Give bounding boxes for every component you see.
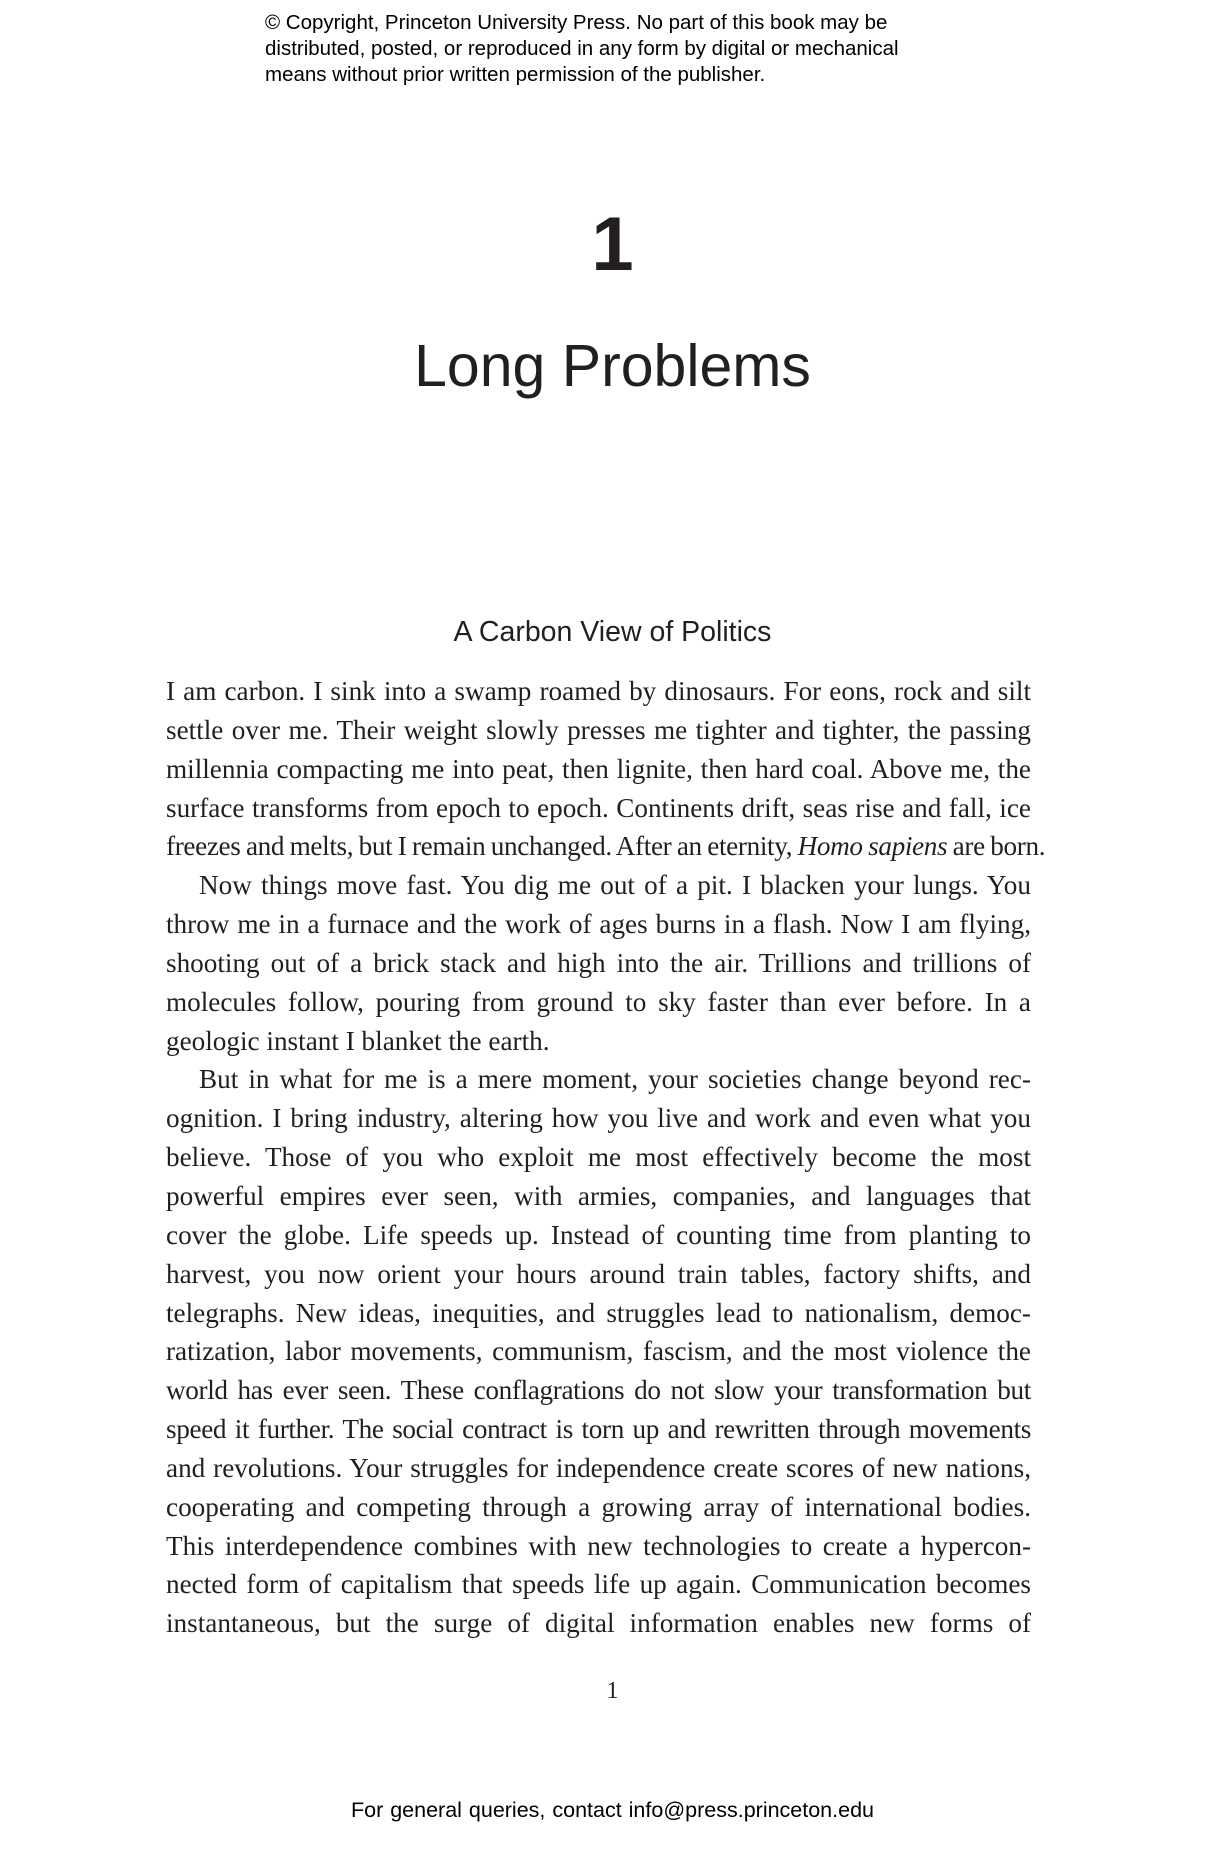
text-line: Now things move fast. You dig me out of a pit. I blacken your lungs. You: [199, 870, 1031, 901]
text-line: nected form of capitalism that speeds life up again. Communication becomes: [166, 1569, 1031, 1600]
paragraph: [166, 672, 1046, 866]
text-line: settle over me. Their weight slowly presses me tighter and tighter, the passing: [166, 714, 1031, 745]
text-line: throw me in a furnace and the work of ages burns in a flash. Now I am flying,: [166, 909, 1031, 940]
section-heading: A Carbon View of Politics: [453, 616, 772, 648]
text-line: powerful empires ever seen, with armies, companies, and languages that: [166, 1180, 1031, 1211]
body-text: [166, 672, 1046, 1643]
text-line: millennia compacting me into peat, then lignite, then hard coal. Above me, the: [166, 753, 1031, 784]
text-line: shooting out of a brick stack and high into the air. Trillions and trillions of: [166, 947, 1031, 978]
text-line: geologic instant I blanket the earth.: [166, 1025, 550, 1056]
text-line: believe. Those of you who exploit me most effectively become the most: [166, 1142, 1031, 1173]
text-line: surface transforms from epoch to epoch. Continents drift, seas rise and fall, ice: [166, 792, 1031, 823]
text-run: are born.: [947, 831, 1046, 862]
paragraph: [166, 866, 1031, 1060]
text-line: This interdependence combines with new technologies to create a hypercon-: [166, 1530, 1031, 1561]
text-line: But in what for me is a mere moment, your societies change beyond rec-: [199, 1064, 1031, 1095]
text-line: world has ever seen. These conflagrations do not slow your transformation but: [166, 1375, 1031, 1406]
footer-contact: For general queries, contact info@press.princeton.edu: [350, 1798, 874, 1822]
text-line: cover the globe. Life speeds up. Instead of counting time from planting to: [166, 1219, 1031, 1250]
copyright-line: means without prior written permission of the publisher.: [265, 63, 766, 86]
chapter-title: Long Problems: [414, 333, 811, 399]
text-line: telegraphs. New ideas, inequities, and struggles lead to nationalism, democ-: [166, 1297, 1031, 1328]
text-line: cooperating and competing through a growing array of international bodies.: [166, 1491, 1031, 1522]
italic-term: Homo sapiens: [797, 831, 948, 862]
text-line: and revolutions. Your struggles for independence create scores of new nations,: [166, 1452, 1031, 1483]
text-line: molecules follow, pouring from ground to sky faster than ever before. In a: [166, 986, 1031, 1017]
text-line: [166, 827, 1046, 866]
copyright-line: distributed, posted, or reproduced in any form by digital or mechanical: [265, 37, 899, 60]
text-line: I am carbon. I sink into a swamp roamed by dinosaurs. For eons, rock and silt: [166, 676, 1031, 706]
paragraph: [166, 1060, 1031, 1643]
chapter-number: 1: [591, 202, 634, 287]
text-run: freezes and melts, but I remain unchanged. After an eternity,: [166, 831, 798, 862]
copyright-notice: [265, 10, 985, 88]
text-line: ratization, labor movements, communism, fascism, and the most violence the: [166, 1336, 1031, 1367]
text-line: ognition. I bring industry, altering how you live and work and even what you: [166, 1103, 1031, 1134]
text-line: speed it further. The social contract is torn up and rewritten through movements: [166, 1414, 1031, 1445]
page-number: 1: [606, 1678, 619, 1704]
copyright-line: © Copyright, Princeton University Press. No part of this book may be: [265, 11, 888, 34]
text-line: harvest, you now orient your hours around train tables, factory shifts, and: [166, 1258, 1031, 1289]
text-line: instantaneous, but the surge of digital information enables new forms of: [166, 1608, 1031, 1639]
